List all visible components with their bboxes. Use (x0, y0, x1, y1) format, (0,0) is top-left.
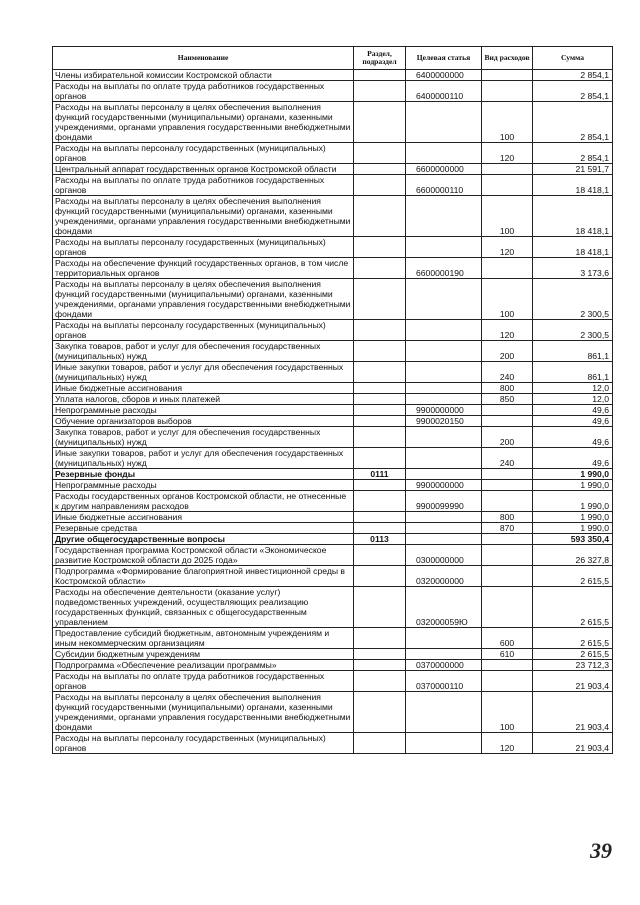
table-row (53, 81, 613, 102)
row-section-cell (354, 383, 406, 394)
row-name-cell: Расходы на выплаты персоналу в целях обеспечения выполнения функций государственными (муниципальными) органами, казенными учреждениями, органами управления государственными внебюджетными фондами (53, 692, 354, 733)
table-row (53, 587, 613, 628)
row-name-cell: Резервные средства (53, 523, 354, 534)
table-row (53, 566, 613, 587)
row-name-cell: Иные бюджетные ассигнования (53, 512, 354, 523)
row-sum-cell: 49,6 (533, 448, 613, 469)
row-expense-cell: 610 (482, 649, 533, 660)
budget-table-container (52, 46, 612, 754)
row-sum-cell: 49,6 (533, 416, 613, 427)
row-name-cell: Расходы на выплаты персоналу в целях обеспечения выполнения функций государственными (муниципальными) органами, казенными учреждениями, органами управления государственными внебюджетными фондами (53, 102, 354, 143)
row-target-cell: 9900099990 (406, 491, 482, 512)
row-section-cell (354, 692, 406, 733)
row-name-cell: Расходы на выплаты персоналу государственных (муниципальных) органов (53, 237, 354, 258)
table-row (53, 512, 613, 523)
row-name-cell: Иные закупки товаров, работ и услуг для обеспечения государственных (муниципальных) нужд (53, 448, 354, 469)
row-sum-cell: 2 300,5 (533, 279, 613, 320)
row-sum-cell: 1 990,0 (533, 523, 613, 534)
row-target-cell (406, 649, 482, 660)
row-name-cell: Непрограммные расходы (53, 405, 354, 416)
row-name-cell: Расходы на выплаты по оплате труда работников государственных органов (53, 175, 354, 196)
row-target-cell: 9900020150 (406, 416, 482, 427)
row-sum-cell: 21 903,4 (533, 671, 613, 692)
table-row (53, 143, 613, 164)
row-section-cell (354, 320, 406, 341)
row-target-cell (406, 512, 482, 523)
row-name-cell: Другие общегосударственные вопросы (53, 534, 354, 545)
row-section-cell (354, 660, 406, 671)
row-section-cell: 0113 (354, 534, 406, 545)
row-name-cell: Расходы на выплаты персоналу в целях обеспечения выполнения функций государственными (муниципальными) органами, казенными учреждениями, органами управления государственными внебюджетными фондами (53, 279, 354, 320)
row-expense-cell: 850 (482, 394, 533, 405)
row-name-cell: Закупка товаров, работ и услуг для обеспечения государственных (муниципальных) нужд (53, 341, 354, 362)
row-sum-cell: 2 615,5 (533, 628, 613, 649)
row-expense-cell (482, 164, 533, 175)
row-expense-cell: 600 (482, 628, 533, 649)
row-sum-cell: 1 990,0 (533, 491, 613, 512)
row-sum-cell: 26 327,8 (533, 545, 613, 566)
row-target-cell: 9900000000 (406, 405, 482, 416)
table-row (53, 383, 613, 394)
header-name: Наименование (53, 47, 354, 70)
row-section-cell (354, 427, 406, 448)
row-target-cell (406, 320, 482, 341)
row-section-cell (354, 70, 406, 81)
row-target-cell (406, 448, 482, 469)
table-row (53, 196, 613, 237)
row-target-cell: 6600000000 (406, 164, 482, 175)
table-row (53, 394, 613, 405)
row-target-cell (406, 196, 482, 237)
row-expense-cell: 870 (482, 523, 533, 534)
row-expense-cell: 200 (482, 341, 533, 362)
row-section-cell (354, 102, 406, 143)
row-name-cell: Расходы государственных органов Костромской области, не отнесенные к другим направлениям расходов (53, 491, 354, 512)
row-expense-cell: 240 (482, 448, 533, 469)
row-target-cell (406, 534, 482, 545)
budget-table (52, 46, 613, 754)
row-sum-cell: 21 903,4 (533, 692, 613, 733)
row-expense-cell: 800 (482, 512, 533, 523)
row-sum-cell: 18 418,1 (533, 175, 613, 196)
row-sum-cell: 861,1 (533, 341, 613, 362)
row-section-cell (354, 81, 406, 102)
row-section-cell (354, 175, 406, 196)
table-row (53, 175, 613, 196)
row-sum-cell: 1 990,0 (533, 469, 613, 480)
row-name-cell: Иные закупки товаров, работ и услуг для обеспечения государственных (муниципальных) нужд (53, 362, 354, 383)
row-sum-cell: 21 903,4 (533, 733, 613, 754)
row-section-cell (354, 733, 406, 754)
table-row (53, 480, 613, 491)
row-target-cell: 6600000110 (406, 175, 482, 196)
table-row (53, 102, 613, 143)
row-section-cell (354, 362, 406, 383)
row-expense-cell: 100 (482, 279, 533, 320)
row-sum-cell: 2 615,5 (533, 566, 613, 587)
row-expense-cell (482, 566, 533, 587)
row-target-cell (406, 383, 482, 394)
row-sum-cell: 2 615,5 (533, 587, 613, 628)
table-row (53, 692, 613, 733)
row-section-cell (354, 491, 406, 512)
row-name-cell: Расходы на выплаты персоналу в целях обеспечения выполнения функций государственными (муниципальными) органами, казенными учреждениями, органами управления государственными внебюджетными фондами (53, 196, 354, 237)
row-name-cell: Расходы на выплаты персоналу государственных (муниципальных) органов (53, 320, 354, 341)
row-name-cell: Субсидии бюджетным учреждениям (53, 649, 354, 660)
row-expense-cell (482, 480, 533, 491)
row-name-cell: Члены избирательной комиссии Костромской области (53, 70, 354, 81)
table-row (53, 70, 613, 81)
row-section-cell (354, 394, 406, 405)
row-target-cell: 9900000000 (406, 480, 482, 491)
row-target-cell (406, 733, 482, 754)
row-sum-cell: 2 854,1 (533, 102, 613, 143)
row-name-cell: Расходы на выплаты персоналу государственных (муниципальных) органов (53, 143, 354, 164)
row-section-cell (354, 523, 406, 534)
row-name-cell: Расходы на выплаты персоналу государственных (муниципальных) органов (53, 733, 354, 754)
row-target-cell (406, 394, 482, 405)
row-section-cell (354, 649, 406, 660)
row-expense-cell: 240 (482, 362, 533, 383)
row-expense-cell (482, 175, 533, 196)
table-row (53, 237, 613, 258)
row-section-cell (354, 545, 406, 566)
table-header-row (53, 47, 613, 70)
row-expense-cell: 200 (482, 427, 533, 448)
row-sum-cell: 2 854,1 (533, 70, 613, 81)
row-target-cell (406, 237, 482, 258)
row-target-cell: 0370000000 (406, 660, 482, 671)
row-expense-cell: 100 (482, 102, 533, 143)
table-row (53, 534, 613, 545)
row-target-cell: 0370000110 (406, 671, 482, 692)
table-row (53, 491, 613, 512)
row-name-cell: Уплата налогов, сборов и иных платежей (53, 394, 354, 405)
row-expense-cell (482, 587, 533, 628)
row-section-cell (354, 164, 406, 175)
row-name-cell: Предоставление субсидий бюджетным, автономным учреждениям и иным некоммерческим организациям (53, 628, 354, 649)
row-section-cell: 0111 (354, 469, 406, 480)
row-section-cell (354, 405, 406, 416)
row-name-cell: Иные бюджетные ассигнования (53, 383, 354, 394)
row-expense-cell (482, 416, 533, 427)
table-row (53, 320, 613, 341)
table-row (53, 341, 613, 362)
row-sum-cell: 2 615,5 (533, 649, 613, 660)
row-sum-cell: 18 418,1 (533, 196, 613, 237)
row-section-cell (354, 671, 406, 692)
row-section-cell (354, 341, 406, 362)
row-expense-cell: 120 (482, 320, 533, 341)
row-sum-cell: 2 854,1 (533, 143, 613, 164)
row-expense-cell (482, 491, 533, 512)
row-name-cell: Расходы на обеспечение деятельности (оказание услуг) подведомственных учреждений, осуществляющих реализацию государственных функций, связанных с общегосударственным управлением (53, 587, 354, 628)
row-target-cell: 6400000000 (406, 70, 482, 81)
row-expense-cell (482, 671, 533, 692)
table-row (53, 279, 613, 320)
row-target-cell (406, 102, 482, 143)
row-sum-cell: 2 854,1 (533, 81, 613, 102)
row-name-cell: Государственная программа Костромской области «Экономическое развитие Костромской области до 2025 года» (53, 545, 354, 566)
table-row (53, 628, 613, 649)
table-row (53, 416, 613, 427)
table-row (53, 469, 613, 480)
row-sum-cell: 12,0 (533, 383, 613, 394)
row-expense-cell: 120 (482, 733, 533, 754)
header-expense: Вид расходов (482, 47, 533, 70)
row-expense-cell: 100 (482, 196, 533, 237)
row-sum-cell: 23 712,3 (533, 660, 613, 671)
table-row (53, 427, 613, 448)
table-row (53, 733, 613, 754)
row-name-cell: Расходы на обеспечение функций государственных органов, в том числе территориальных органов (53, 258, 354, 279)
row-expense-cell (482, 81, 533, 102)
row-expense-cell (482, 534, 533, 545)
row-sum-cell: 21 591,7 (533, 164, 613, 175)
row-name-cell: Подпрограмма «Формирование благоприятной инвестиционной среды в Костромской области» (53, 566, 354, 587)
table-row (53, 164, 613, 175)
row-expense-cell: 100 (482, 692, 533, 733)
row-target-cell (406, 628, 482, 649)
row-target-cell (406, 279, 482, 320)
row-expense-cell (482, 70, 533, 81)
row-expense-cell (482, 258, 533, 279)
header-sum: Сумма (533, 47, 613, 70)
row-target-cell (406, 143, 482, 164)
row-target-cell: 6400000110 (406, 81, 482, 102)
row-name-cell: Подпрограмма «Обеспечение реализации программы» (53, 660, 354, 671)
row-expense-cell: 120 (482, 237, 533, 258)
row-section-cell (354, 237, 406, 258)
row-target-cell (406, 362, 482, 383)
row-section-cell (354, 448, 406, 469)
row-name-cell: Центральный аппарат государственных органов Костромской области (53, 164, 354, 175)
row-name-cell: Обучение организаторов выборов (53, 416, 354, 427)
table-row (53, 660, 613, 671)
row-section-cell (354, 566, 406, 587)
row-sum-cell: 2 300,5 (533, 320, 613, 341)
row-target-cell (406, 427, 482, 448)
row-expense-cell (482, 469, 533, 480)
row-sum-cell: 861,1 (533, 362, 613, 383)
row-expense-cell: 120 (482, 143, 533, 164)
row-target-cell: 6600000190 (406, 258, 482, 279)
table-row (53, 649, 613, 660)
row-name-cell: Расходы на выплаты по оплате труда работников государственных органов (53, 671, 354, 692)
row-sum-cell: 49,6 (533, 427, 613, 448)
row-sum-cell: 18 418,1 (533, 237, 613, 258)
row-target-cell (406, 469, 482, 480)
row-sum-cell: 593 350,4 (533, 534, 613, 545)
row-target-cell (406, 341, 482, 362)
table-row (53, 405, 613, 416)
row-section-cell (354, 196, 406, 237)
row-target-cell: 0320000000 (406, 566, 482, 587)
row-section-cell (354, 143, 406, 164)
row-sum-cell: 12,0 (533, 394, 613, 405)
row-section-cell (354, 512, 406, 523)
row-expense-cell: 800 (482, 383, 533, 394)
row-target-cell (406, 692, 482, 733)
header-section: Раздел, подраздел (354, 47, 406, 70)
row-name-cell: Расходы на выплаты по оплате труда работников государственных органов (53, 81, 354, 102)
row-section-cell (354, 279, 406, 320)
row-section-cell (354, 587, 406, 628)
table-row (53, 258, 613, 279)
row-target-cell (406, 523, 482, 534)
header-target: Целевая статья (406, 47, 482, 70)
row-sum-cell: 3 173,6 (533, 258, 613, 279)
table-row (53, 671, 613, 692)
page-number: 39 (590, 838, 612, 863)
row-expense-cell (482, 405, 533, 416)
row-sum-cell: 1 990,0 (533, 480, 613, 491)
row-name-cell: Резервные фонды (53, 469, 354, 480)
row-section-cell (354, 258, 406, 279)
row-sum-cell: 49,6 (533, 405, 613, 416)
row-target-cell: 0300000000 (406, 545, 482, 566)
row-expense-cell (482, 545, 533, 566)
row-target-cell: 032000059Ю (406, 587, 482, 628)
row-section-cell (354, 628, 406, 649)
row-name-cell: Закупка товаров, работ и услуг для обеспечения государственных (муниципальных) нужд (53, 427, 354, 448)
row-expense-cell (482, 660, 533, 671)
table-row (53, 448, 613, 469)
row-section-cell (354, 416, 406, 427)
table-row (53, 362, 613, 383)
table-body (53, 70, 613, 754)
table-row (53, 545, 613, 566)
table-row (53, 523, 613, 534)
row-name-cell: Непрограммные расходы (53, 480, 354, 491)
row-section-cell (354, 480, 406, 491)
row-sum-cell: 1 990,0 (533, 512, 613, 523)
